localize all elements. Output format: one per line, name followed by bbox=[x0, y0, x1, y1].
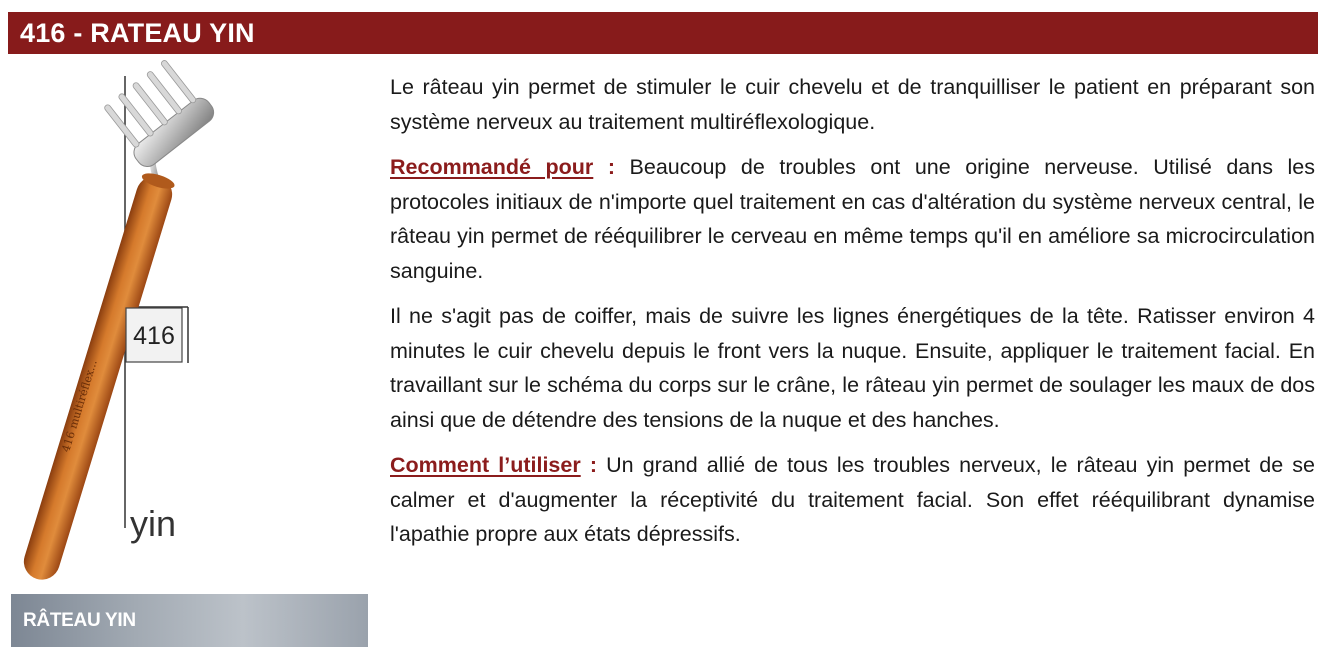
page-title: 416 - RATEAU YIN bbox=[20, 17, 255, 48]
intro-paragraph: Le râteau yin permet de stimuler le cuir chevelu et de tranquilliser le patient en préparant son système nerveux au traitement multiréflexologique. bbox=[390, 75, 1315, 134]
item-number: 416 bbox=[133, 322, 175, 350]
recommended-text: Beaucoup de troubles ont une origine nerveuse. Utilisé dans les protocoles initiaux de n'importe quel traitement en cas d'altération du système nerveux central, le râteau yin permet de rééquilibrer le cerveau en même temps qu'il en améliore sa microcirculation sanguine. bbox=[390, 155, 1315, 283]
description-text bbox=[390, 70, 1315, 563]
rake-tool-image bbox=[8, 58, 370, 590]
instructions-paragraph: Il ne s'agit pas de coiffer, mais de suivre les lignes énergétiques de la tête. Ratisser environ 4 minutes le cuir chevelu depuis le front vers la nuque. Ensuite, appliquer le traitement facial. En travaillant sur le schéma du corps sur le crâne, le râteau yin permet de soulager les maux de dos ainsi que de détendre des tensions de la nuque et des hanches. bbox=[390, 304, 1315, 432]
product-illustration bbox=[8, 58, 370, 590]
svg-text:416 multiréflex...: 416 multiréflex... bbox=[59, 358, 100, 454]
caption-label: RÂTEAU YIN bbox=[23, 609, 136, 631]
usage-text: Un grand allié de tous les troubles nerveux, le râteau yin permet de se calmer et d'augmenter la réceptivité du traitement facial. Son effet rééquilibrant dynamise l'apathie propre aux états dépressifs. bbox=[390, 453, 1315, 546]
recommended-label: Recommandé pour bbox=[390, 155, 594, 179]
usage-paragraph: Comment l’utiliser : Un grand allié de tous les troubles nerveux, le râteau yin permet de se calmer et d'augmenter la réceptivité du traitement facial. Son effet rééquilibrant dynamise l'apathie propre aux états dépressifs. bbox=[390, 453, 1315, 546]
yin-label: yin bbox=[130, 503, 177, 544]
title-bar bbox=[8, 12, 1318, 54]
caption-bar bbox=[11, 594, 368, 647]
usage-label: Comment l’utiliser bbox=[390, 453, 581, 477]
recommended-paragraph: Recommandé pour : Beaucoup de troubles ont une origine nerveuse. Utilisé dans les protocoles initiaux de n'importe quel traitement en cas d'altération du système nerveux central, le râteau yin permet de rééquilibrer le cerveau en même temps qu'il en améliore sa microcirculation sanguine. bbox=[390, 155, 1315, 283]
